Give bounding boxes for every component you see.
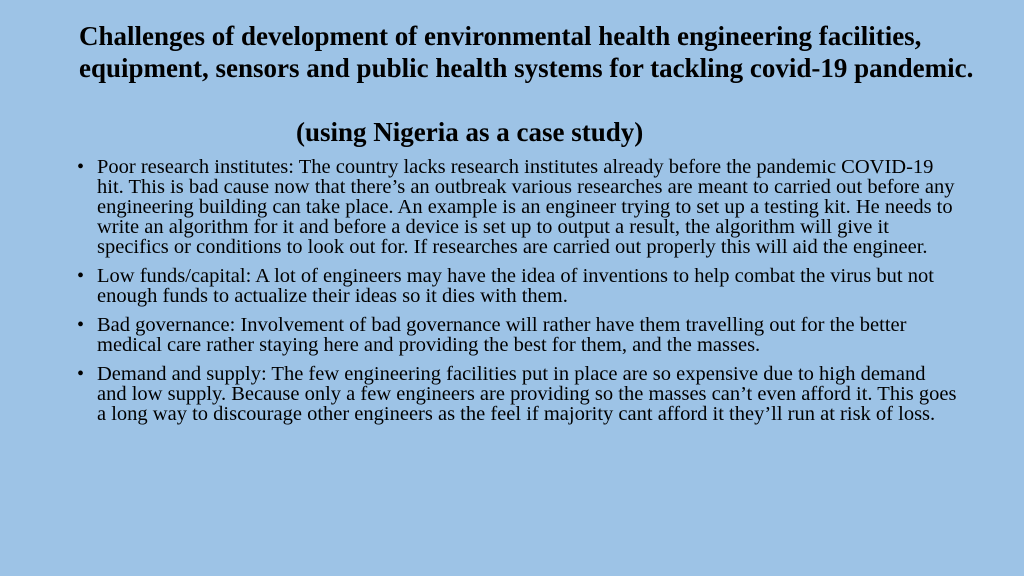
- bullet-item-funds: [77, 266, 957, 306]
- bullet-item-demand-supply: [77, 364, 957, 424]
- bullet-text: Low funds/capital: A lot of engineers may have the idea of inventions to help combat the virus but not enough funds to actualize their ideas so it dies with them.: [97, 265, 934, 307]
- bullet-list: [77, 157, 957, 433]
- bullet-dot-icon: •: [77, 265, 85, 287]
- bullet-dot-icon: •: [77, 314, 85, 336]
- bullet-item-governance: [77, 315, 957, 355]
- slide-subtitle: (using Nigeria as a case study): [296, 117, 644, 147]
- bullet-dot-icon: •: [77, 363, 85, 385]
- bullet-text: Bad governance: Involvement of bad governance will rather have them travelling out for the better medical care rather staying here and providing the best for them, and the masses.: [97, 314, 907, 356]
- bullet-text: Demand and supply: The few engineering facilities put in place are so expensive due to high demand and low supply. Because only a few engineers are providing so the masses can’t even afford it. This goes a long way to discourage other engineers as the feel if majority cant afford it they’ll run at risk of loss.: [97, 363, 957, 425]
- bullet-dot-icon: •: [77, 156, 85, 178]
- bullet-item-research: [77, 157, 957, 257]
- slide-title: Challenges of development of environmental health engineering facilities, equipment, sensors and public health systems for tackling covid-19 pandemic.: [79, 21, 974, 83]
- bullet-text: Poor research institutes: The country lacks research institutes already before the pandemic COVID-19 hit. This is bad cause now that there’s an outbreak various researches are meant to carried out before any engineering building can take place. An example is an engineer trying to set up a testing kit. He needs to write an algorithm for it and before a device is set up to output a result, the algorithm will give it specifics or conditions to look out for. If researches are carried out properly this will aid the engineer.: [97, 156, 955, 258]
